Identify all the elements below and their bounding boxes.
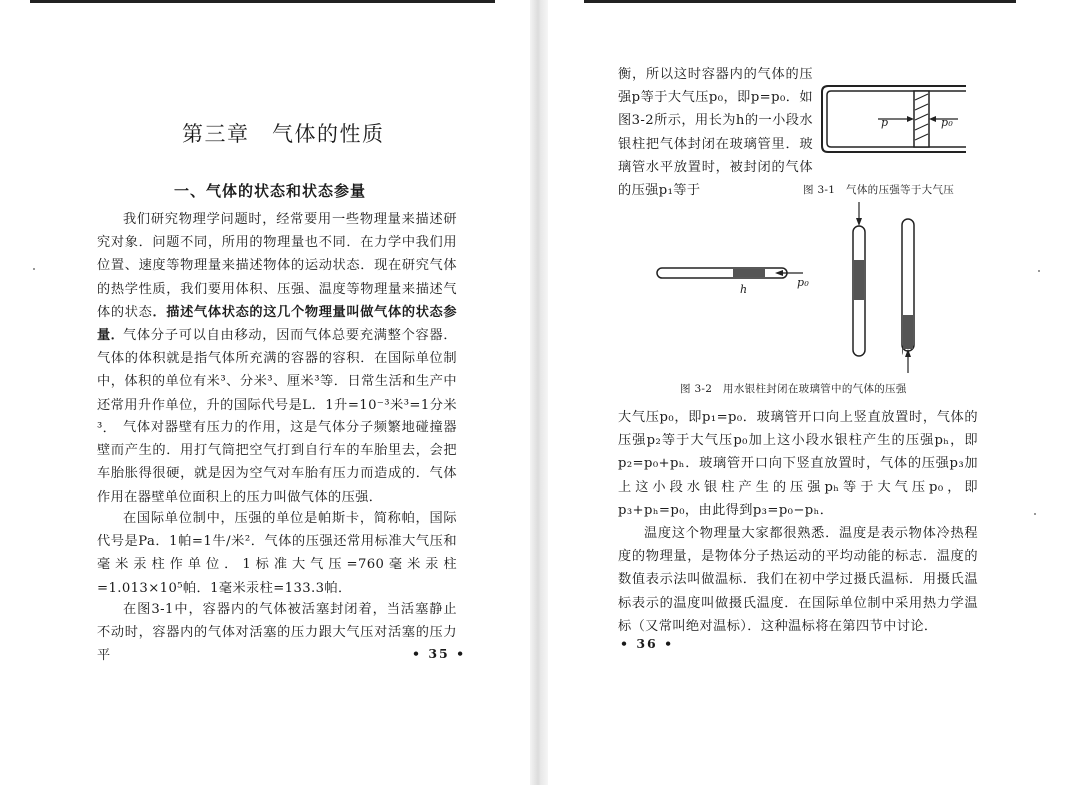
figure-3-2-caption: 图 3-2 用水银柱封闭在玻璃管中的气体的压强 xyxy=(680,383,907,395)
paragraph-volume: 气体分子可以自由移动，因而气体总要充满整个容器．气体的体积就是指气体所充满的容器的容积．在国际单位制中，体积的单位有米³、分米³、厘米³等．日常生活和生产中还常用升作单位，升的国际代号是L．1升=10⁻³米³=1分米³． xyxy=(97,328,457,436)
scan-speck xyxy=(33,268,35,270)
paragraph-pressure: 气体对器壁有压力的作用，这是气体分子频繁地碰撞器壁而产生的．用打气筒把空气打到自行车的车胎里去，会把车胎胀得很硬，就是因为空气对车胎有压力而造成的．气体作用在器壁单位面积上的压力叫做气体的压强． xyxy=(97,420,457,505)
section-title: 一、气体的状态和状态参量 xyxy=(174,182,367,200)
top-rule xyxy=(584,0,1016,3)
fig2-label-p0: p₀ xyxy=(797,276,810,289)
fig2-label-h: h xyxy=(740,283,748,296)
scan-speck xyxy=(1038,270,1040,272)
paragraph-pressure-units: 在国际单位制中，压强的单位是帕斯卡，简称帕，国际代号是Pa．1帕=1牛/米²．气体的压强还常用标准大气压和毫米汞柱作单位．1标准大气压=760毫米汞柱=1.013×10⁵帕．1毫米汞柱=133.3帕． xyxy=(97,511,457,596)
right-page xyxy=(548,0,1080,785)
scan-speck xyxy=(1034,513,1036,515)
paragraph-tube-pressures: 大气压p₀，即p₁=p₀．玻璃管开口向上竖直放置时，气体的压强p₂等于大气压p₀加上这小段水银柱产生的压强pₕ，即p₂=p₀+pₕ．玻璃管开口向下竖直放置时，气体的压强p₃加上这小段水银柱产生的压强pₕ等于大气压p₀，即p₃+pₕ=p₀，由此得到p₃=p₀−pₕ． xyxy=(618,410,978,518)
figure-3-1-caption: 图 3-1 气体的压强等于大气压 xyxy=(803,184,955,196)
page-number: • 36 • xyxy=(620,636,675,651)
paragraph-state-params: 我们研究物理学问题时，经常要用一些物理量来描述研究对象．问题不同，所用的物理量也不同．在力学中我们用位置、速度等物理量来描述物体的运动状态．现在研究气体的热学性质，我们要用体积、压强、温度等物理量来描述气体的状态．描述气体状态的这几个物理量叫做气体的状态参量． xyxy=(97,212,457,344)
page-number: • 35 • xyxy=(412,646,467,661)
figure-3-2-inverted-tube xyxy=(893,215,923,375)
top-rule xyxy=(30,0,495,3)
fig1-label-p: p xyxy=(881,116,889,129)
paragraph-temperature: 温度这个物理量大家都很熟悉．温度是表示物体冷热程度的物理量，是物体分子热运动的平均动能的标志．温度的数值表示法叫做温标．我们在初中学过摄氏温标．用摄氏温标表示的温度叫做摄氏温度．在国际单位制中采用热力学温标（又常叫绝对温标）．这种温标将在第四节中讨论． xyxy=(618,526,978,634)
chapter-title: 第三章 气体的性质 xyxy=(182,122,385,146)
left-page xyxy=(0,0,530,785)
paragraph-equilibrium: 衡，所以这时容器内的气体的压强p等于大气压p₀，即p=p₀．如图3-2所示，用长为h的一小段水银柱把气体封闭在玻璃管里．玻璃管水平放置时，被封闭的气体的压强p₁等于 xyxy=(618,67,813,199)
fig1-label-p0: p₀ xyxy=(941,116,954,129)
paragraph-piston: 在图3-1中，容器内的气体被活塞封闭着，当活塞静止不动时，容器内的气体对活塞的压力跟大气压对活塞的压力平 xyxy=(97,602,457,664)
figure-3-1-piston-container xyxy=(818,80,978,160)
figure-3-2-mercury-tubes xyxy=(653,198,903,373)
book-gutter xyxy=(530,0,548,785)
